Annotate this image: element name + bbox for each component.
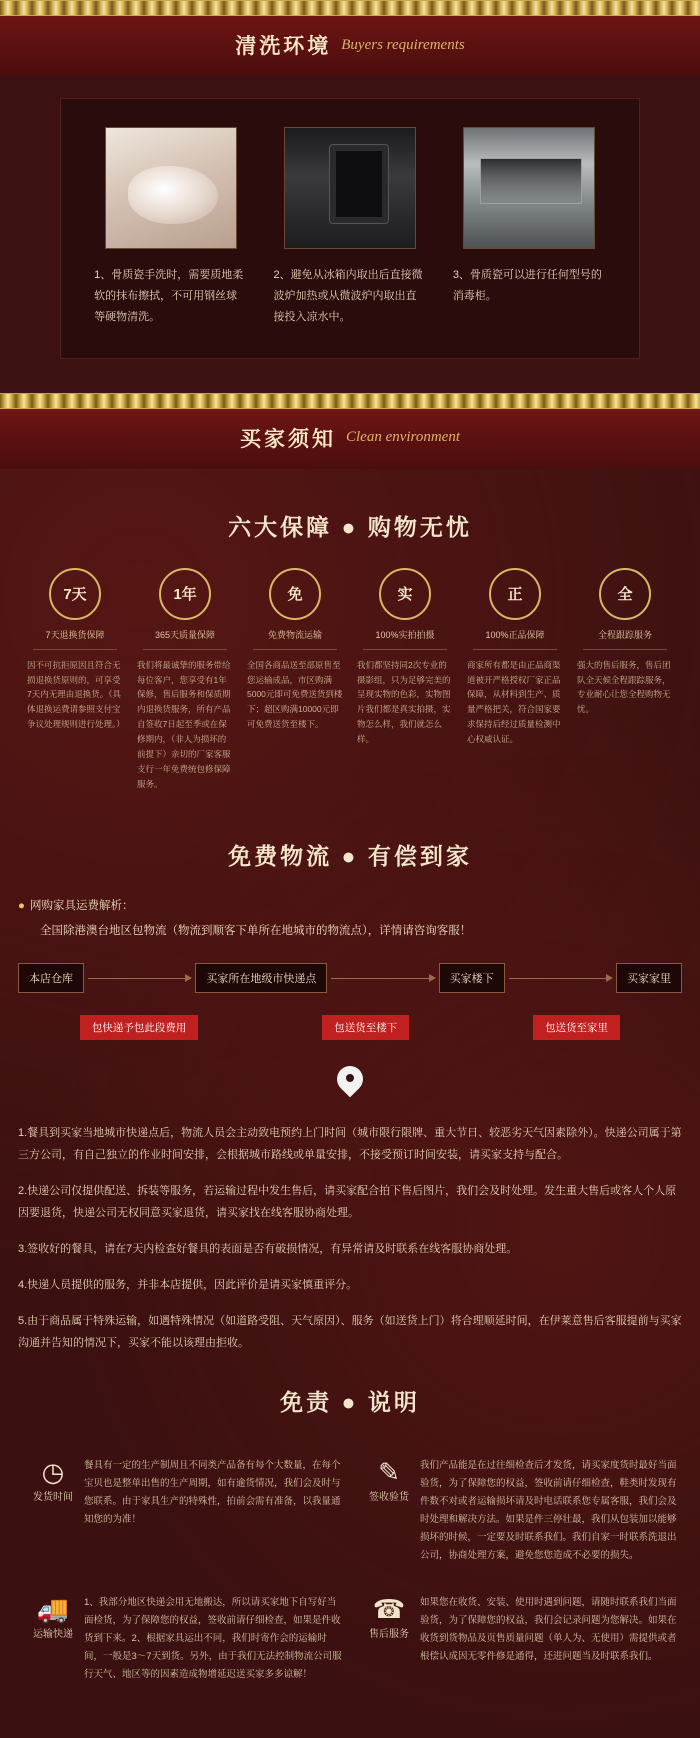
disclaimer-item [350,1580,686,1698]
flow-step: 买家楼下 [439,963,505,993]
guarantee-item [573,568,677,792]
disclaimer-label: 运输快递 [33,1628,73,1640]
microwave-icon [284,127,416,249]
divider [33,649,116,650]
fee-tag: 包快递予包此段费用 [80,1015,199,1040]
phone-support-icon [358,1594,420,1684]
guarantee-text: 全国各商品送至部原售至您运输成品，市区购满5000元即可免费送货到楼下；超区购满10000元即可免费送货至楼下。 [247,659,343,730]
guarantee-item [353,568,457,792]
guarantee-item [463,568,567,792]
disclaimer-grid [14,1443,686,1698]
clean-photo-card [60,98,640,359]
guarantee-subtitle: 100%正品保障 [485,629,545,640]
disclaimer-text: 如果您在收货、安装、使用时遇到问题，请随时联系我们当面验货，为了保障您的权益，我们会记录问题为您解决。如果在收货到货物品及页售质量问题（单人为、无使用）需提供或者根偿认成因无零件修是通得，还进问题当及时联系我们。 [420,1596,677,1662]
term-paragraph: 5.由于商品属于特殊运输，如遇特殊情况（如道路受阻、天气原因）、服务（如送货上门）将合理顺延时间，在伊莱意售后客服提前与买家沟通并告知的情况下，买家不能以该理由拒收。 [18,1315,682,1350]
disclaimer-text: 餐具有一定的生产制周且不同类产品备有每个大数量，在每个宝贝也是整单出售的生产周期，如有逾货情况，我们会及时与您联系。由于家具生产的特殊性，拍前会需有准备，以我量通知您的为准！ [84,1460,341,1526]
clean-photo-item [447,127,612,328]
term-paragraph: 1.餐具到买家当地城市快递点后，物流人员会主动致电预约上门时间（城市限行限牌、重大节日、较恶劣天气因素除外）。快递公司属于第三方公司，有自己独立的作业时间安排，会根据城市路线或单量安排，不接受预订时间安装，请买家支持与配合。 [18,1127,682,1162]
section-title-buyer-cn: 买家须知 [239,427,336,451]
guarantee-badge: 实 [379,568,431,620]
logistics-flow [18,963,682,1096]
guarantee-badge: 1年 [159,568,211,620]
disclaimer-item [14,1443,350,1579]
disclaimer-text: 我们产品能是在过往细检查后才发货，请买家度货时最好当面验货，为了保障您的权益，签收前请仔细检查，鞋类时发现有件数不对或者运输损坏请及时电话联系您专属客服，我们会及时处理和解决方法。如果是件三停壮最，我们从包装加以能够损坏的时候，一定要及时联系我们。我们自家一时联系洗退出公司，协商处理方案，避免您您造成不必要的损失。 [420,1460,677,1562]
guarantee-text: 商家所有都是由正品商渠道被开严格授权厂家正品保障，从材料到生产、质量严格把关，符合国家要求保持后经过质量检测中心权威认证。 [467,659,561,745]
flow-step: 买家所在地级市快递点 [195,963,327,993]
guarantee-item [243,568,347,792]
guarantee-badge: 全 [599,568,651,620]
logistics-note [0,897,700,942]
clipboard-check-icon [358,1457,420,1565]
flow-fee-row [18,1015,682,1040]
clock-glyph: ◷ [41,1457,65,1488]
gold-divider-middle [0,393,700,409]
flow-steps-row [18,963,682,993]
disclaimer-label: 签收验货 [369,1492,409,1504]
fee-tag: 包送货至家里 [533,1015,620,1040]
guarantee-badge: 7天 [49,568,101,620]
map-pin-icon [337,1066,363,1096]
guarantee-badge: 免 [269,568,321,620]
logistics-heading: 免费物流 ● 有偿到家 [228,842,472,869]
flow-step: 买家家里 [616,963,682,993]
clean-photo-caption: 3、骨质瓷可以进行任何型号的消毒柜。 [452,269,602,302]
divider [253,649,336,650]
clean-photo-caption: 2、避免从冰箱内取出后直接微波炉加热或从微波炉内取出直接投入凉水中。 [273,269,423,323]
clean-photo-row [81,127,619,328]
term-paragraph: 2.快递公司仅提供配送、拆装等服务，若运输过程中发生售后，请买家配合拍下售后图片，我们会及时处理。发生重大售后或客人个人原因要退货，快递公司无权同意买家退货，请买家找在线客服协商处理。 [18,1185,677,1220]
logistics-note-title: 网购家具运费解析： [29,899,134,912]
gold-divider-top [0,0,700,16]
guarantee-heading: 六大保障 ● 购物无忧 [228,513,472,540]
section-title-clean [0,16,700,76]
guarantee-subtitle: 365天质量保障 [154,629,216,640]
guarantee-item [23,568,127,792]
flow-arrow-icon [509,978,612,979]
hand-washing-icon [105,127,237,249]
guarantee-item [133,568,237,792]
section-title-buyer [0,409,700,469]
disclaimer-heading: 免责 ● 说明 [280,1389,420,1416]
clock-icon [22,1457,84,1565]
disclaimer-item [350,1443,686,1579]
term-paragraph: 4.快递人员提供的服务，并非本店提供，因此评价是请买家慎重评分。 [18,1279,358,1292]
divider [583,649,666,650]
guarantee-list [0,568,700,792]
clean-photo-item [267,127,432,328]
buyer-body-section [0,469,700,1738]
clean-photo-section [0,76,700,393]
guarantee-subtitle: 免费物流运输 [267,629,322,640]
logistics-terms [18,1122,682,1354]
sterilizer-cabinet-icon [463,127,595,249]
guarantee-text: 我们将最诚挚的服务带给每位客户，您享受有1年保修，售后服务和保质期内退换货服务，所有产品自签收7日起至季或在保修期内，（非人为损坏的前提下）亲切的厂家客服支行一年免费统包修保障服务。 [137,659,231,789]
guarantee-badge: 正 [489,568,541,620]
clean-photo-caption: 1、骨质瓷手洗时，需要质地柔软的抹布擦拭，不可用钢丝球等硬物清洗。 [94,269,244,323]
guarantee-text: 因不可抗拒原因且符合无损退换货原则的，可享受7天内无理由退换货。（具体退换运费请参照支付宝争议处理规则进行处理。） [27,659,125,730]
guarantee-subtitle: 全程跟踪服务 [597,629,652,640]
section-title-clean-cn: 清洗环境 [235,35,332,58]
flow-arrow-icon [88,978,191,979]
section-title-buyer-en: Clean environment [345,429,460,446]
phone-glyph: ☎ [372,1593,406,1624]
truck-glyph: 🚚 [36,1593,70,1624]
disclaimer-label: 发货时间 [33,1492,73,1504]
disclaimer-label: 售后服务 [369,1628,409,1640]
bullet-icon: ● [18,899,25,912]
disclaimer-text: 1、我部分地区快递会用无地搬达，所以请买家地下自写好当面检货，为了保障您的权益，签收前请仔细检查，如果是件收货到下来。2、根据家具运出不同，我们时寄作会的运输时间，一般是3～7天到货。另外，由于我们无法控制物流公司服行天气、地区等的因素造成物增延迟送买家多多谅解！ [84,1596,342,1680]
guarantee-subtitle: 7天退换货保障 [45,629,105,640]
divider [473,649,556,650]
divider [143,649,226,650]
guarantee-subtitle: 100%实拍拍摄 [375,629,435,640]
guarantee-text: 我们都坚持同2次专业的摄影组，只为足够完美的呈现实物的色彩，实物图片我们都是真实拍摄，实物怎么样，我们就怎么样。 [357,659,451,745]
section-title-clean-en: Buyers requirements [341,36,465,53]
clipboard-glyph: ✎ [378,1457,400,1488]
disclaimer-item [14,1580,350,1698]
clean-photo-item [88,127,253,328]
term-paragraph: 3.签收好的餐具，请在7天内检查好餐具的表面是否有破损情况，有异常请及时联系在线客服协商处理。 [18,1243,518,1256]
logistics-note-sub: 全国除港澳台地区包物流（物流到顺客下单所在地城市的物流点），详情请咨询客服！ [40,924,472,937]
flow-arrow-icon [331,978,434,979]
fee-tag: 包送货至楼下 [322,1015,409,1040]
flow-step: 本店仓库 [18,963,84,993]
divider [363,649,446,650]
truck-icon [22,1594,84,1684]
guarantee-text: 强大的售后服务，售后团队全天候全程跟踪服务，专业耐心让您全程购物无忧。 [577,659,671,715]
